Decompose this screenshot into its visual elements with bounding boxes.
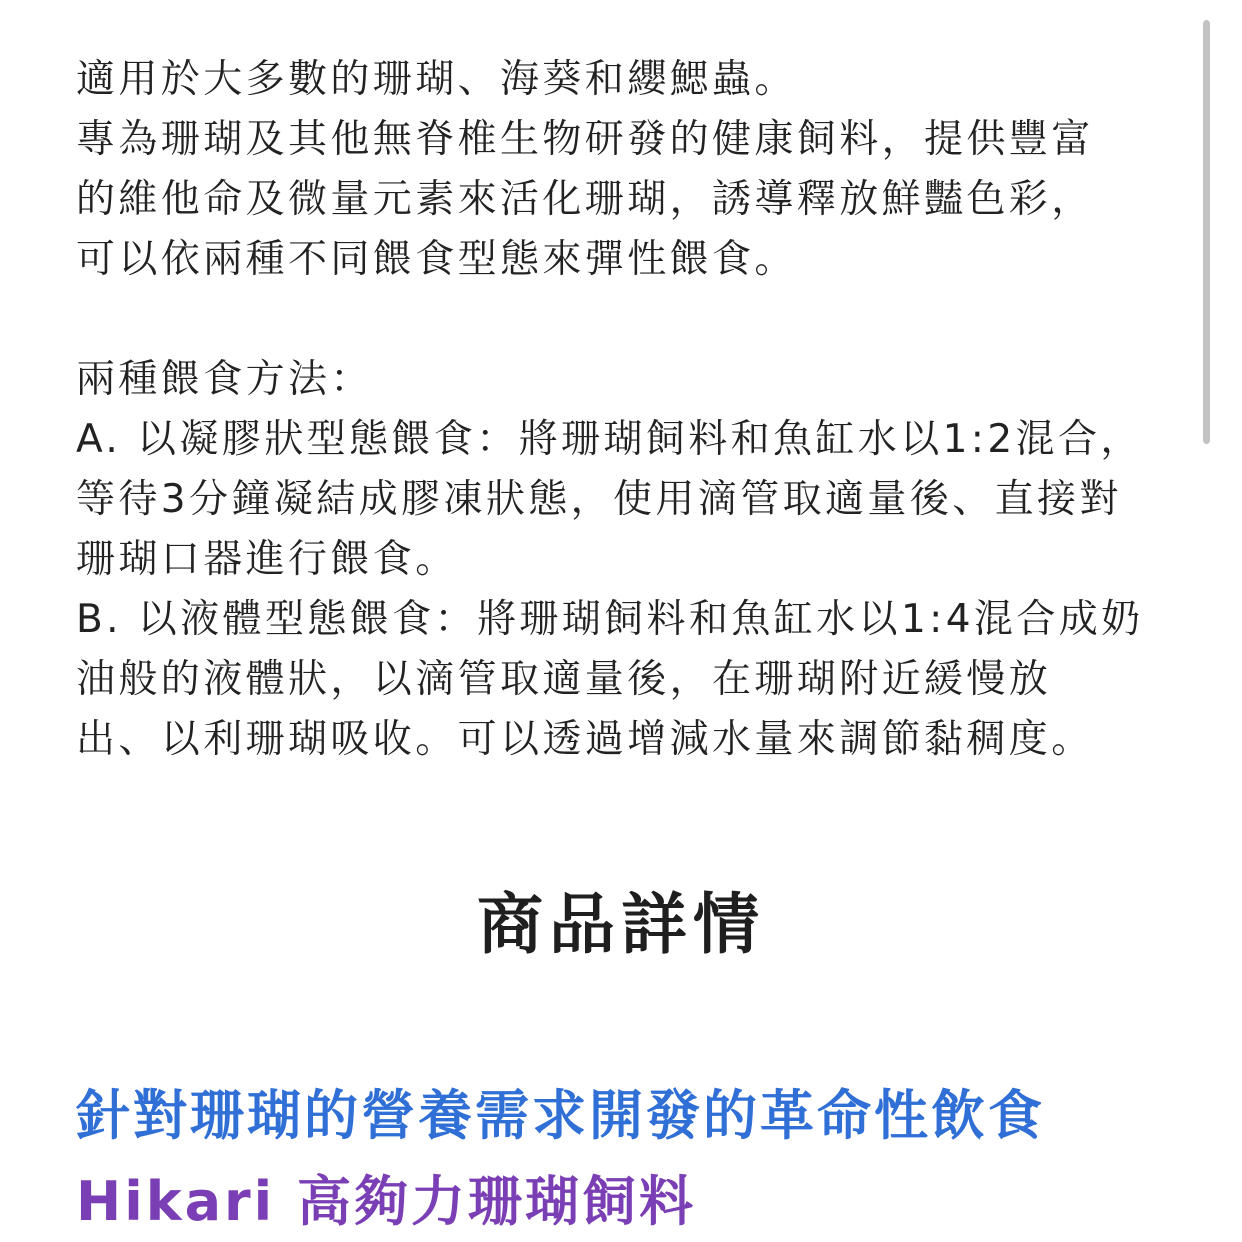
method-a-line: 珊瑚口器進行餵食。	[76, 537, 458, 582]
feeding-heading: 兩種餵食方法：	[76, 357, 373, 402]
method-a-line: 等待3分鐘凝結成膠凍狀態，使用滴管取適量後、直接對	[76, 477, 1122, 522]
intro-line: 專為珊瑚及其他無脊椎生物研發的健康飼料，提供豐富	[76, 117, 1094, 162]
promo-headline: 針對珊瑚的營養需求開發的革命性飲食	[76, 1084, 1045, 1147]
method-a-line: A. 以凝膠狀型態餵食：將珊瑚飼料和魚缸水以1:2混合，	[76, 417, 1143, 462]
intro-line: 的維他命及微量元素來活化珊瑚，誘導釋放鮮豔色彩，	[76, 177, 1094, 222]
spacer	[76, 290, 1186, 350]
feeding-methods	[76, 350, 1186, 770]
method-b-line: 油般的液體狀，以滴管取適量後，在珊瑚附近緩慢放	[76, 657, 1052, 702]
product-description	[76, 50, 1186, 770]
section-title: 商品詳情	[477, 886, 765, 963]
method-b-line: 出、以利珊瑚吸收。可以透過增減水量來調節黏稠度。	[76, 717, 1094, 762]
intro-paragraph	[76, 50, 1186, 290]
intro-line: 適用於大多數的珊瑚、海葵和纓鰓蟲。	[76, 57, 797, 102]
intro-line: 可以依兩種不同餵食型態來彈性餵食。	[76, 237, 797, 282]
promo-subheadline: Hikari 高夠力珊瑚飼料	[76, 1170, 696, 1233]
method-b-line: B. 以液體型態餵食：將珊瑚飼料和魚缸水以1:4混合成奶	[76, 597, 1144, 642]
scrollbar[interactable]	[1203, 20, 1210, 444]
